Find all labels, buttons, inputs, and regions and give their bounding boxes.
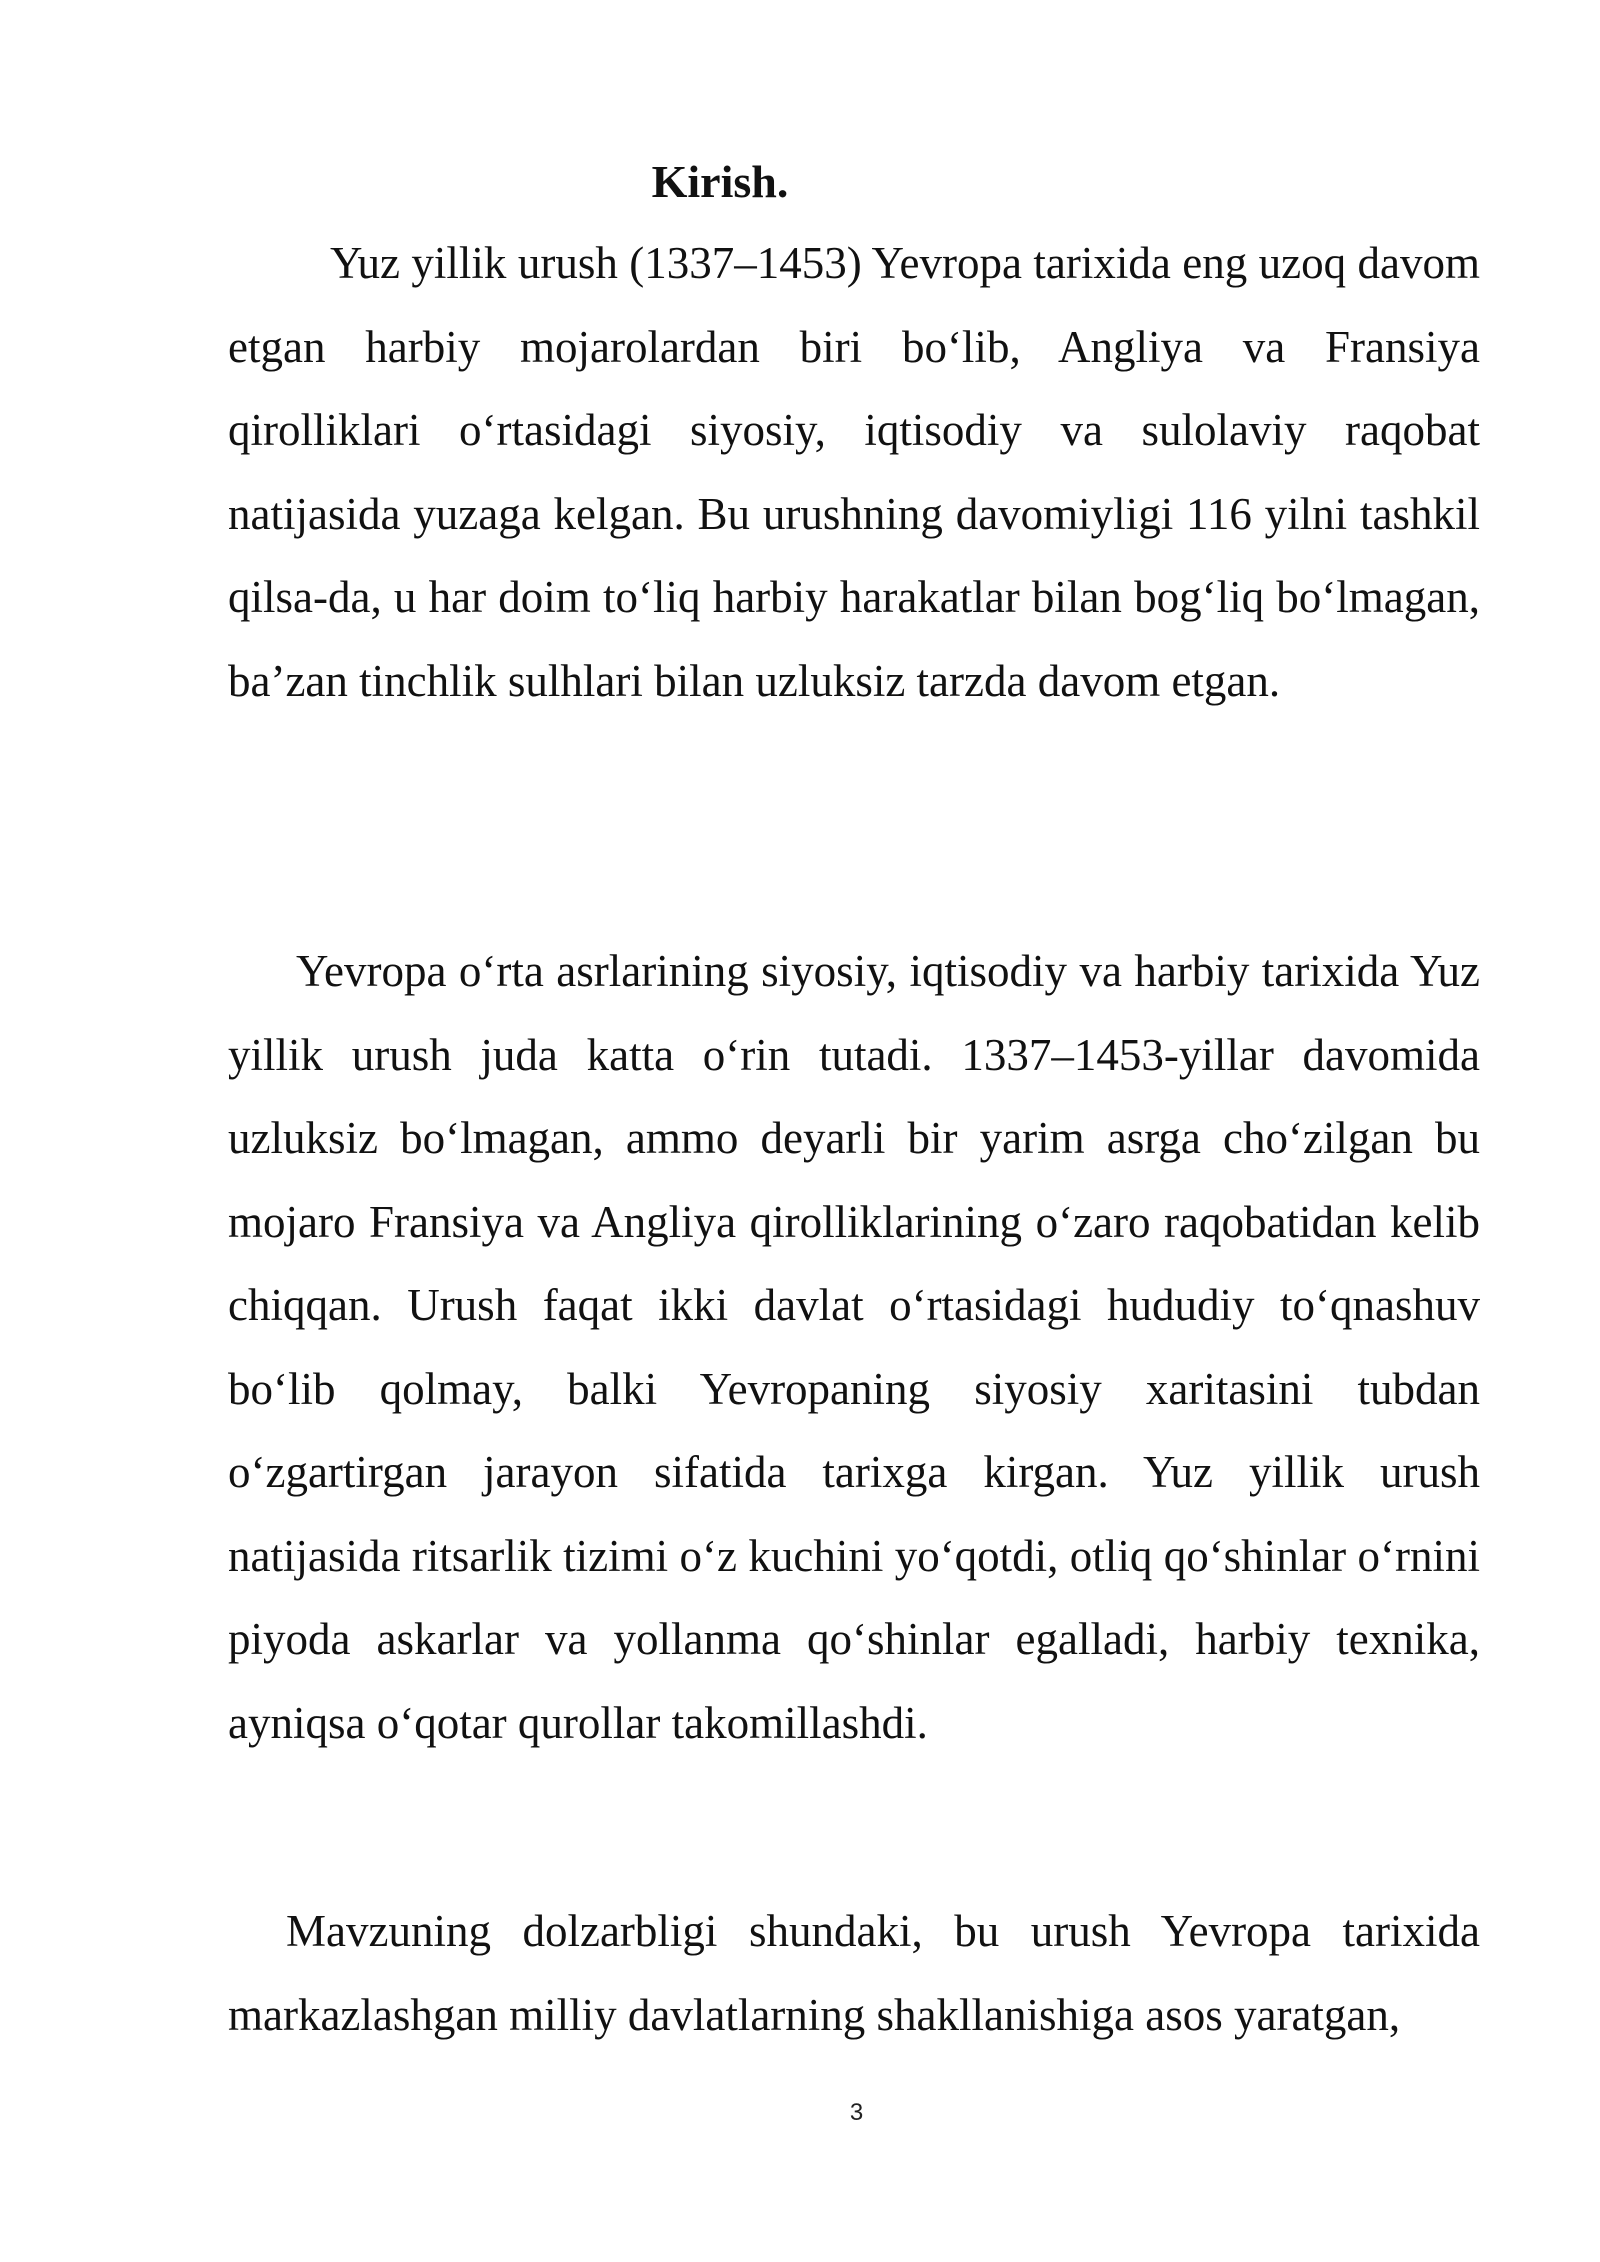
paragraph-intro: Yuz yillik urush (1337–1453) Yevropa tarixida eng uzoq davom etgan harbiy mojarolardan biri bo‘lib, Angliya va Fransiya qirolliklari o‘rtasidagi siyosiy, iqtisodiy va sulolaviy raqobat natijasida yuzaga kelgan. Bu urushning davomiyligi 116 yilni tashkil qilsa-da, u har doim to‘liq harbiy harakatlar bilan bog‘liq bo‘lmagan, ba’zan tinchlik sulhlari bilan uzluksiz tarzda davom etgan.: [228, 238, 1480, 706]
paragraph-context: Yevropa o‘rta asrlarining siyosiy, iqtisodiy va harbiy tarixida Yuz yillik urush juda katta o‘rin tutadi. 1337–1453-yillar davomida uzluksiz bo‘lmagan, ammo deyarli bir yarim asrga cho‘zilgan bu mojaro Fransiya va Angliya qirolliklarining o‘zaro raqobatidan kelib chiqqan. Urush faqat ikki davlat o‘rtasidagi hududiy to‘qnashuv bo‘lib qolmay, balki Yevropaning siyosiy xaritasini tubdan o‘zgartirgan jarayon sifatida tarixga kirgan. Yuz yillik urush natijasida ritsarlik tizimi o‘z kuchini yo‘qotdi, otliq qo‘shinlar o‘rnini piyoda askarlar va yollanma qo‘shinlar egalladi, harbiy texnika, ayniqsa o‘qotar qurollar takomillashdi.: [228, 946, 1480, 1748]
page-number: 3: [849, 2099, 864, 2126]
paragraph-relevance: Mavzuning dolzarbligi shundaki, bu urush Yevropa tarixida markazlashgan milliy davlatlarning shakllanishiga asos yaratgan,: [228, 1906, 1480, 2040]
section-title: Kirish.: [651, 156, 789, 207]
